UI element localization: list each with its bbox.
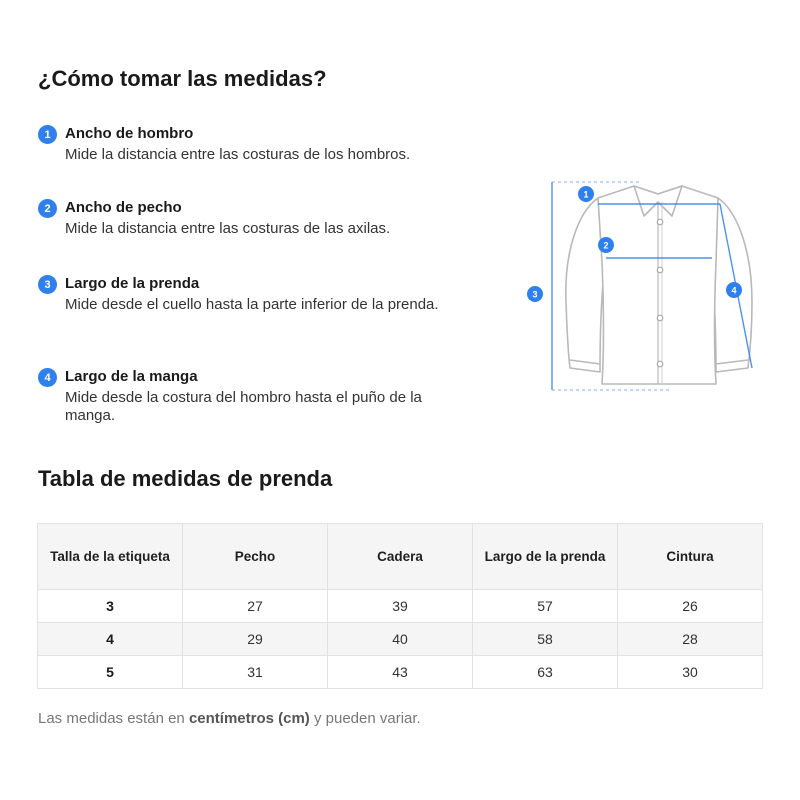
- table-row: [38, 623, 763, 656]
- step-title: Largo de la manga: [65, 368, 198, 385]
- size-label-cell: 4: [38, 623, 183, 656]
- table-cell: 57: [473, 590, 618, 623]
- step-number-badge: 2: [38, 199, 57, 218]
- table-cell: 29: [183, 623, 328, 656]
- marker-1: [578, 186, 594, 202]
- size-label-cell: 3: [38, 590, 183, 623]
- shirt-icon: [520, 172, 780, 400]
- table-cell: 40: [328, 623, 473, 656]
- step-description: Mide desde el cuello hasta la parte inferior de la prenda.: [65, 296, 439, 313]
- step-number-badge: 1: [38, 125, 57, 144]
- step-number-badge: 4: [38, 368, 57, 387]
- table-cell: 39: [328, 590, 473, 623]
- table-cell: 43: [328, 656, 473, 689]
- table-cell: 26: [618, 590, 763, 623]
- units-note-prefix: Las medidas están en: [38, 710, 189, 727]
- step-description: Mide la distancia entre las costuras de las axilas.: [65, 220, 391, 237]
- svg-text:2: 2: [603, 240, 609, 251]
- svg-text:3: 3: [532, 289, 538, 300]
- table-row: [38, 656, 763, 689]
- how-to-title: ¿Cómo tomar las medidas?: [38, 66, 327, 91]
- step-chest-width: [38, 198, 448, 238]
- table-cell: 58: [473, 623, 618, 656]
- table-cell: 63: [473, 656, 618, 689]
- step-title: Ancho de pecho: [65, 199, 182, 216]
- step-description: Mide la distancia entre las costuras de los hombros.: [65, 146, 411, 163]
- step-garment-length: [38, 274, 448, 314]
- table-cell: 28: [618, 623, 763, 656]
- table-cell: 30: [618, 656, 763, 689]
- step-description: Mide desde la costura del hombro hasta el puño de la manga.: [65, 389, 422, 424]
- units-note: [38, 710, 421, 727]
- marker-3: [527, 286, 543, 302]
- step-shoulder-width: [38, 124, 448, 164]
- size-label-cell: 5: [38, 656, 183, 689]
- step-sleeve-length: [38, 367, 448, 425]
- column-header: Cintura: [618, 524, 763, 590]
- table-cell: 31: [183, 656, 328, 689]
- column-header: Talla de la etiqueta: [38, 524, 183, 590]
- column-header: Largo de la prenda: [473, 524, 618, 590]
- table-row: [38, 590, 763, 623]
- marker-4: [726, 282, 742, 298]
- table-header-row: [38, 524, 763, 590]
- svg-text:1: 1: [583, 189, 589, 200]
- units-note-unit: centímetros (cm): [188, 710, 310, 727]
- step-number-badge: 3: [38, 275, 57, 294]
- marker-2: [598, 237, 614, 253]
- column-header: Cadera: [328, 524, 473, 590]
- svg-text:4: 4: [731, 285, 737, 296]
- units-note-suffix: y pueden variar.: [309, 710, 421, 727]
- table-cell: 27: [183, 590, 328, 623]
- step-title: Ancho de hombro: [65, 125, 194, 142]
- step-title: Largo de la prenda: [65, 275, 200, 292]
- size-table-title: Tabla de medidas de prenda: [38, 466, 333, 491]
- size-table: [37, 523, 763, 689]
- column-header: Pecho: [183, 524, 328, 590]
- shirt-measurement-diagram: [520, 172, 780, 400]
